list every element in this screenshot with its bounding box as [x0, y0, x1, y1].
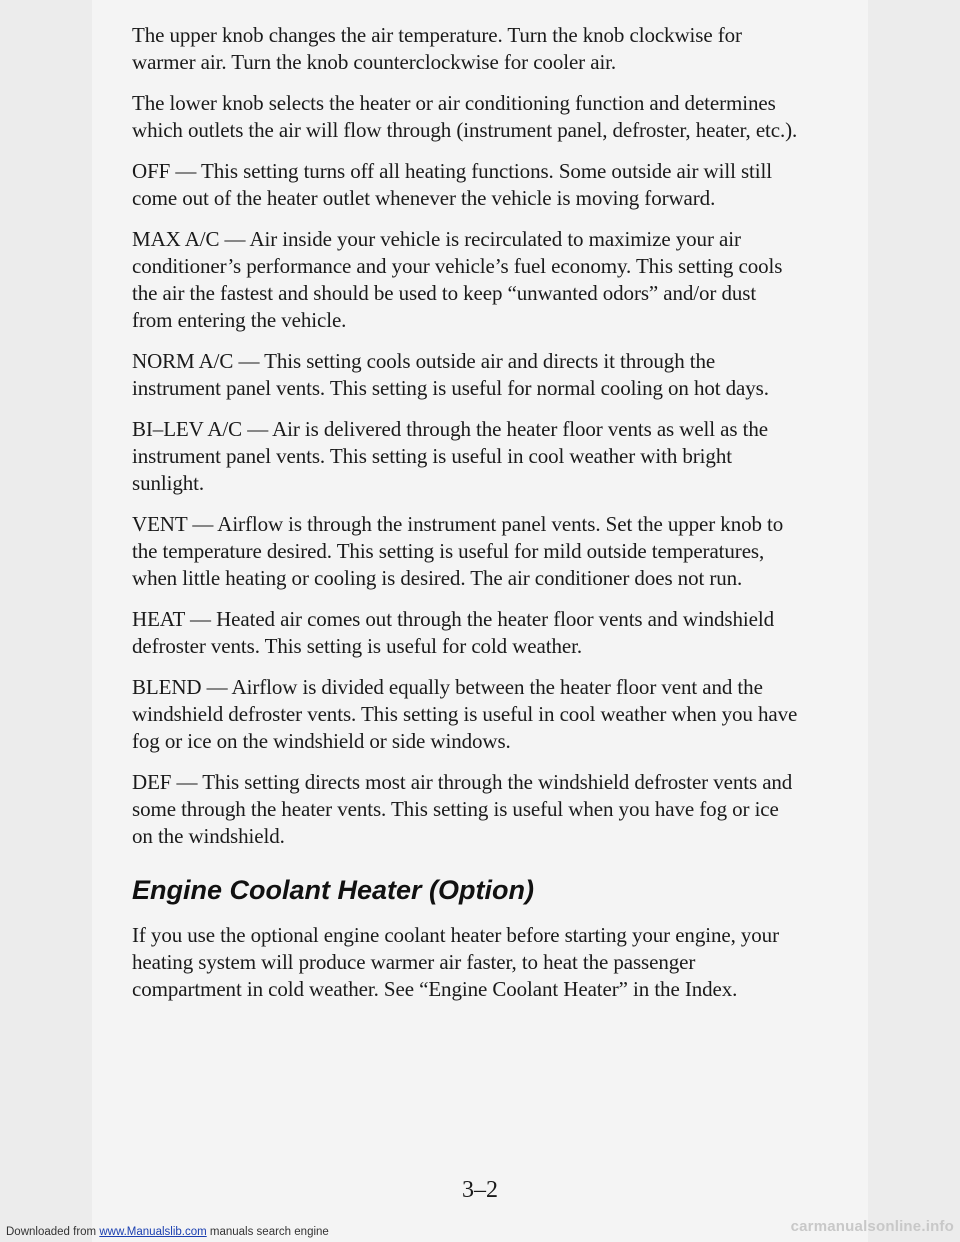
paragraph-bi-lev-ac: BI–LEV A/C — Air is delivered through the heater floor vents as well as the instrument panel vents. This setting is useful in cool weather with bright sunlight. — [132, 417, 768, 495]
left-margin-band — [0, 0, 92, 1242]
page-content — [132, 22, 800, 1017]
paragraph-upper-knob: The upper knob changes the air temperature. Turn the knob clockwise for warmer air. Turn the knob counterclockwise for cooler air. — [132, 23, 742, 74]
footer-link[interactable]: www.Manualslib.com — [99, 1226, 207, 1238]
section-title-engine-coolant-heater: Engine Coolant Heater (Option) — [132, 875, 534, 905]
footer-suffix: manuals search engine — [206, 1226, 329, 1238]
paragraph-max-ac: MAX A/C — Air inside your vehicle is recirculated to maximize your air conditioner’s performance and your vehicle’s fuel economy. This setting cools the air the fastest and should be used to keep “unwanted odors” and/or dust from entering the vehicle. — [132, 227, 783, 332]
paragraph-blend: BLEND — Airflow is divided equally between the heater floor vent and the windshield defroster vents. This setting is useful in cool weather when you have fog or ice on the windshield or side windows. — [132, 675, 798, 753]
paragraph-heat: HEAT — Heated air comes out through the heater floor vents and windshield defroster vents. This setting is useful for cold weather. — [132, 607, 774, 658]
site-watermark: carmanualsonline.info — [790, 1218, 954, 1235]
paragraph-lower-knob: The lower knob selects the heater or air conditioning function and determines which outlets the air will flow through (instrument panel, defroster, heater, etc.). — [132, 91, 798, 142]
page-number: 3–2 — [462, 1177, 498, 1203]
paragraph-engine-coolant-heater: If you use the optional engine coolant heater before starting your engine, your heating system will produce warmer air faster, to heat the passenger compartment in cold weather. See “Engine Coolant Heater” in the Index. — [132, 923, 779, 1001]
paragraph-norm-ac: NORM A/C — This setting cools outside air and directs it through the instrument panel vents. This setting is useful for normal cooling on hot days. — [132, 349, 769, 400]
paragraph-vent: VENT — Airflow is through the instrument panel vents. Set the upper knob to the temperature desired. This setting is useful for mild outside temperatures, when little heating or cooling is desired. The air conditioner does not run. — [132, 512, 784, 590]
right-margin-band — [868, 0, 960, 1242]
download-footer — [6, 1226, 329, 1238]
paragraph-def: DEF — This setting directs most air through the windshield defroster vents and some through the heater vents. This setting is useful when you have fog or ice on the windshield. — [132, 770, 793, 848]
paragraph-off: OFF — This setting turns off all heating functions. Some outside air will still come out of the heater outlet whenever the vehicle is moving forward. — [132, 159, 772, 210]
footer-prefix: Downloaded from — [6, 1226, 100, 1238]
